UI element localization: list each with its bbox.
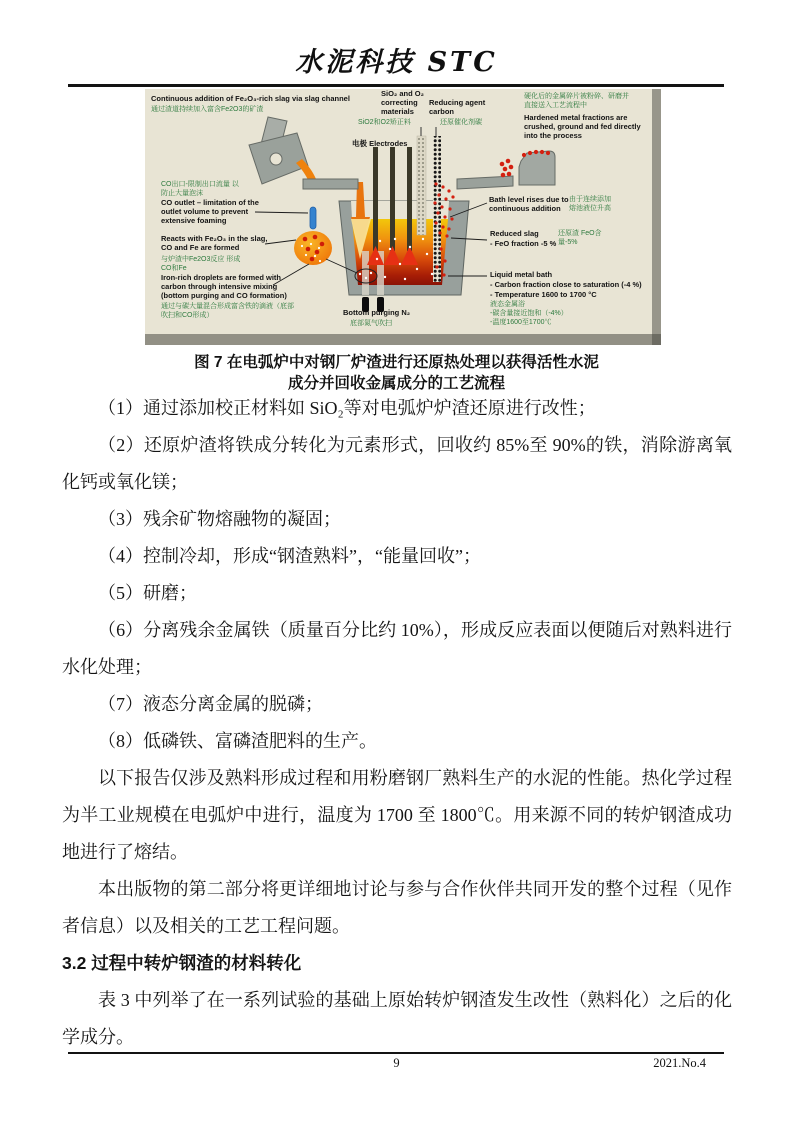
page-number: 9	[393, 1056, 400, 1070]
label-liquid-en1: Liquid metal bath	[490, 270, 553, 279]
label-liquid-zh1: 液态金属浴	[490, 301, 525, 308]
list-item-5: （5）研磨；	[98, 583, 197, 603]
carbon-feed-column	[433, 136, 441, 282]
label-purging-en: Bottom purging N₂	[343, 308, 411, 317]
label-hardened-zh: 硬化后的金属碎片被粉碎、研磨并直接送入工艺流程中	[524, 93, 629, 109]
label-reacts-zh: 与炉渣中Fe2O3反应 形成CO和Fe	[161, 256, 241, 272]
label-bath-level-en: Bath level rises due to continuous addition	[489, 195, 569, 214]
header-rule	[68, 84, 724, 87]
sio2-feed-column	[417, 136, 426, 235]
list-item-6: （6）分离残余金属铁（质量百分比约 10%），形成反应表面以便随后对熟料进行水化处理；	[62, 620, 732, 677]
process-figure	[145, 89, 661, 345]
footer-rule	[68, 1052, 724, 1054]
list-item-3: （3）残余矿物熔融物的凝固；	[98, 509, 341, 529]
figure-caption	[0, 352, 793, 394]
section-heading: 3.2 过程中转炉钢渣的材料转化	[62, 953, 302, 973]
right-launder	[457, 176, 513, 189]
figure-caption-line1: 图 7 在电弧炉中对钢厂炉渣进行还原热处理以获得活性水泥	[194, 354, 599, 371]
label-co-outlet-zh: CO出口-限制出口流量 以防止大量泡沫	[161, 181, 239, 197]
list-item-1: （1）通过添加校正材料如 SiO₂等对电弧炉炉渣还原进行改性；	[98, 398, 596, 418]
list-item-8: （8）低磷铁、富磷渣肥料的生产。	[98, 731, 377, 751]
list-item-2: （2）还原炉渣将铁成分转化为元素形式，回收约 85%至 90%的铁，消除游离氧化钙或氧化镁；	[62, 435, 732, 492]
label-purging-zh: 底部氮气吹扫	[350, 320, 392, 327]
label-reducing-zh: 还原催化剂碳	[440, 119, 482, 126]
label-droplets-en: Iron-rich droplets are formed with carbon through intensive mixing (bottom purging and CO formation)	[161, 273, 287, 301]
label-slag-channel-en: Continuous addition of Fe₂O₃-rich slag via slag channel	[151, 94, 350, 103]
paragraph-1: 以下报告仅涉及熟料形成过程和用粉磨钢厂熟料生产的水泥的性能。热化学过程为半工业规模在电弧炉中进行，温度为 1700 至 1800℃。用来源不同的转炉钢渣成功地进行了熔结。	[62, 768, 732, 862]
label-reducing-en: Reducing agent carbon	[429, 98, 486, 117]
body-text	[62, 390, 732, 1056]
iron-droplet-blob	[294, 231, 332, 265]
figure-caption-line2: 成分并回收金属成分的工艺流程	[287, 375, 505, 392]
label-liquid-zh2: -碳含量接近饱和（-4%）	[490, 310, 568, 317]
label-sio2-zh: SiO2和O2矫正料	[358, 119, 411, 126]
co-outlet-graphic	[310, 207, 316, 229]
slag-ladle	[249, 117, 316, 184]
label-reduced-slag-en1: Reduced slag	[490, 229, 539, 238]
label-liquid-zh3: -温度1600至1700℃	[490, 319, 552, 326]
label-liquid-en2: - Carbon fraction close to saturation (-4 %)	[490, 280, 642, 289]
page-header-title: 水泥科技 STC	[295, 47, 498, 78]
label-sio2-en: SiO₂ and O₂ correcting materials	[381, 89, 424, 117]
paragraph-3: 表 3 中列举了在一系列试验的基础上原始转炉钢渣发生改性（熟料化）之后的化学成分。	[62, 990, 732, 1047]
label-reduced-slag-zh: 还原渣 FeO含量-5%	[558, 230, 602, 246]
label-slag-channel-zh: 通过渣道持续加入富含Fe2O3的矿渣	[151, 106, 264, 113]
list-item-4: （4）控制冷却，形成“钢渣熟料”，“能量回收”；	[98, 546, 481, 566]
label-droplets-zh: 通过与碳大量混合形成富含铁的滴液（底部吹扫和CO形成）	[161, 303, 294, 319]
label-liquid-en3: - Temperature 1600 to 1700 °C	[490, 290, 597, 299]
label-electrodes: 电极 Electrodes	[352, 139, 408, 148]
label-co-outlet-en: CO outlet – limitation of the outlet volume to prevent extensive foaming	[161, 198, 259, 226]
list-item-7: （7）液态分离金属的脱磷；	[98, 694, 323, 714]
left-launder	[303, 179, 358, 189]
label-reduced-slag-en2: - FeO fraction -5 %	[490, 239, 557, 248]
issue-number: 2021.No.4	[653, 1056, 706, 1070]
paragraph-2: 本出版物的第二部分将更详细地讨论与参与合作伙伴共同开发的整个过程（见作者信息）以及相关的工艺工程问题。	[62, 879, 732, 936]
label-bath-level-zh: 由于连续添加 熔池液位升高	[569, 196, 611, 212]
label-hardened-en: Hardened metal fractions are crushed, ground and fed directly into the process	[524, 113, 641, 141]
label-reacts-en: Reacts with Fe₂O₃ in the slag, CO and Fe are formed	[161, 234, 268, 253]
